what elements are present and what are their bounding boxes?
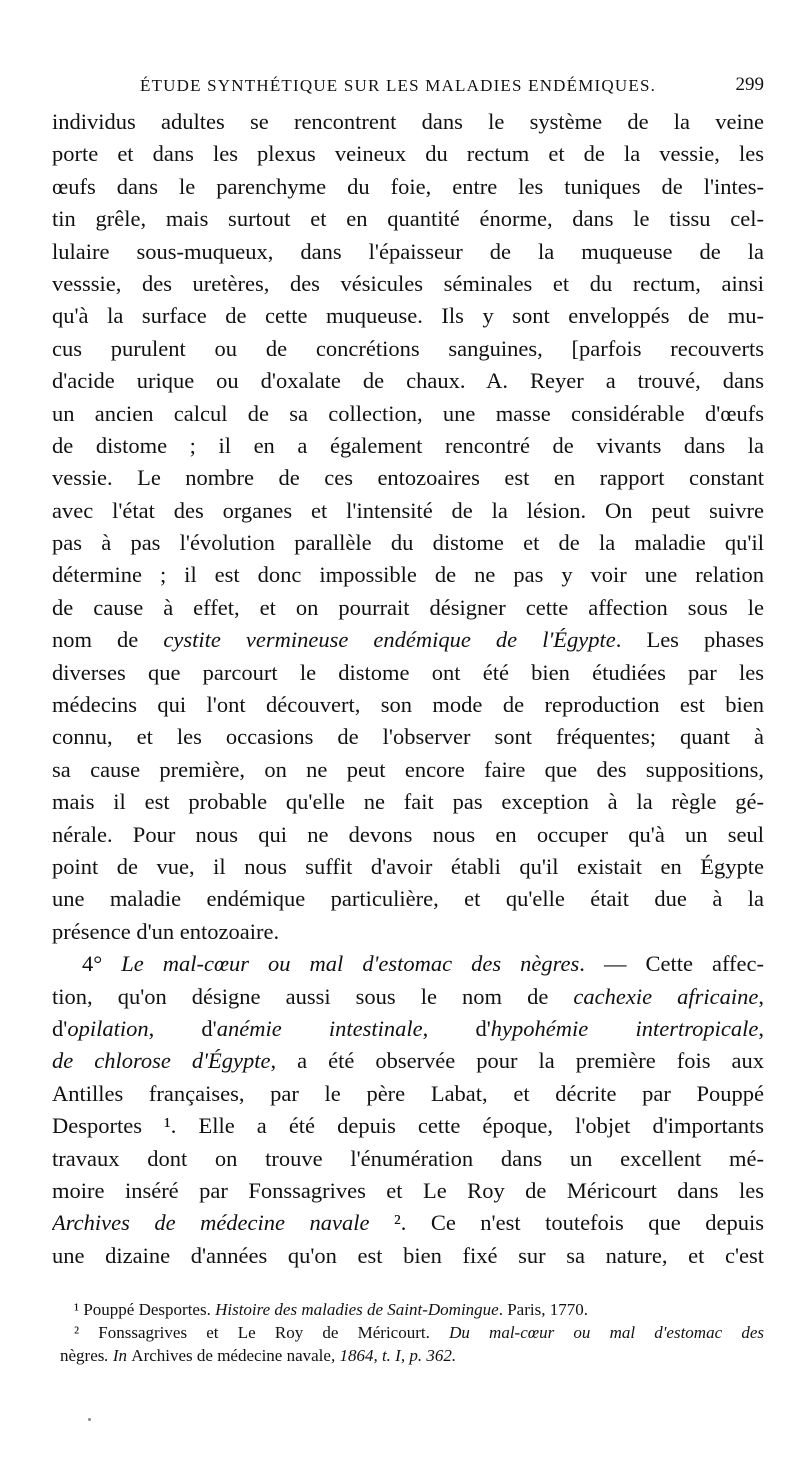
body-line: tion, qu'on désigne aussi sous le nom de cachexie africaine, — [52, 983, 764, 1009]
running-head — [52, 72, 764, 102]
body-line: connu, et les occasions de l'observer sont fréquentes; quant à — [52, 724, 764, 750]
body-line: vesssie, des uretères, des vésicules séminales et du rectum, ainsi — [52, 270, 764, 296]
body-line: détermine ; il est donc impossible de ne pas y voir une relation — [52, 562, 764, 588]
body-line: avec l'état des organes et l'intensité de la lésion. On peut suivre — [52, 497, 764, 523]
body-line: Antilles françaises, par le père Labat, et décrite par Pouppé — [52, 1080, 764, 1106]
body-line: porte et dans les plexus veineux du rectum et de la vessie, les — [52, 141, 764, 167]
body-line: Desportes ¹. Elle a été depuis cette époque, l'objet d'importants — [52, 1113, 764, 1139]
body-line: qu'à la surface de cette muqueuse. Ils y sont enveloppés de mu- — [52, 303, 764, 329]
body-line: d'acide urique ou d'oxalate de chaux. A. Reyer a trouvé, dans — [52, 368, 764, 394]
body-line: de distome ; il en a également rencontré de vivants dans la — [52, 432, 764, 458]
body-line: lulaire sous-muqueux, dans l'épaisseur de la muqueuse de la — [52, 238, 764, 264]
paper-speck — [88, 1418, 91, 1421]
body-line: un ancien calcul de sa collection, une masse considérable d'œufs — [52, 400, 764, 426]
body-line: Archives de médecine navale ². Ce n'est toutefois que depuis — [52, 1210, 764, 1236]
body-line: nérale. Pour nous qui ne devons nous en occuper qu'à un seul — [52, 821, 764, 847]
body-line: 4° Le mal-cœur ou mal d'estomac des nègres. — Cette affec- — [82, 951, 764, 977]
body-line: moire inséré par Fonssagrives et Le Roy de Méricourt dans les — [52, 1177, 764, 1203]
body-line: nom de cystite vermineuse endémique de l'Égypte. Les phases — [52, 627, 764, 653]
page-number: 299 — [735, 74, 764, 95]
running-title: ÉTUDE SYNTHÉTIQUE SUR LES MALADIES ENDÉMIQUES. — [140, 76, 657, 95]
footnote-line: ¹ Pouppé Desportes. Histoire des maladies de Saint-Domingue. Paris, 1770. — [74, 1300, 588, 1319]
body-line: tin grêle, mais surtout et en quantité énorme, dans le tissu cel- — [52, 206, 764, 232]
body-line: présence d'un entozoaire. — [52, 918, 280, 944]
body-line: une maladie endémique particulière, et qu'elle était due à la — [52, 886, 764, 912]
footnote-line: nègres. In Archives de médecine navale, 1864, t. I, p. 362. — [60, 1346, 457, 1365]
body-line: de chlorose d'Égypte, a été observée pour la première fois aux — [52, 1048, 764, 1074]
body-line: diverses que parcourt le distome ont été bien étudiées par les — [52, 659, 764, 685]
body-line: œufs dans le parenchyme du foie, entre les tuniques de l'intes- — [52, 173, 764, 199]
body-line: sa cause première, on ne peut encore faire que des suppositions, — [52, 756, 764, 782]
body-line: pas à pas l'évolution parallèle du distome et de la maladie qu'il — [52, 530, 764, 556]
body-line: médecins qui l'ont découvert, son mode de reproduction est bien — [52, 692, 764, 718]
body-line: une dizaine d'années qu'on est bien fixé sur sa nature, et c'est — [52, 1242, 764, 1268]
body-line: mais il est probable qu'elle ne fait pas exception à la règle gé- — [52, 789, 764, 815]
body-line: de cause à effet, et on pourrait désigner cette affection sous le — [52, 594, 764, 620]
body-line: travaux dont on trouve l'énumération dans un excellent mé- — [52, 1145, 764, 1171]
body-line: individus adultes se rencontrent dans le système de la veine — [52, 109, 764, 134]
body-line: d'opilation, d'anémie intestinale, d'hypohémie intertropicale, — [52, 1015, 764, 1041]
body-line: point de vue, il nous suffit d'avoir établi qu'il existait en Égypte — [52, 853, 764, 879]
body-text — [52, 106, 764, 1272]
footnote-line: ² Fonssagrives et Le Roy de Méricourt. Du mal-cœur ou mal d'estomac des — [74, 1323, 764, 1342]
body-line: cus purulent ou de concrétions sanguines, [parfois recouverts — [52, 335, 764, 361]
footnotes — [60, 1298, 764, 1367]
body-line: vessie. Le nombre de ces entozoaires est en rapport constant — [52, 465, 764, 491]
